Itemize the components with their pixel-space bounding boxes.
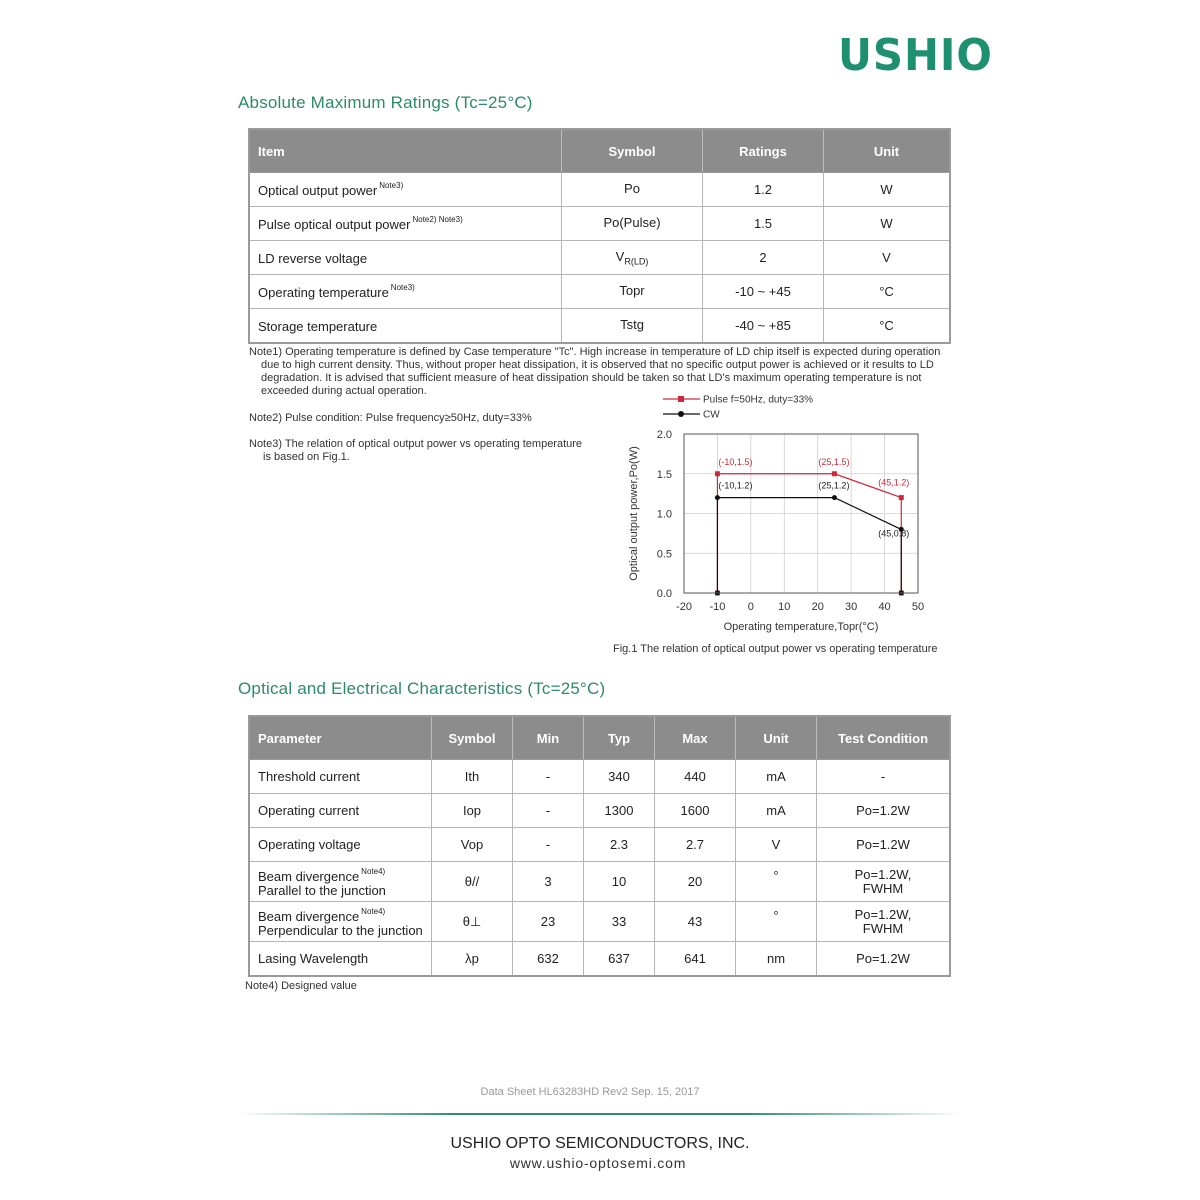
pulse-series-line [717, 474, 901, 593]
cell-unit: V [824, 241, 951, 275]
cell-parameter [249, 828, 432, 862]
header-test-condition: Test Condition [817, 716, 951, 760]
item-text: Pulse optical output power [258, 217, 411, 232]
cell-max: 20 [655, 862, 736, 902]
legend-marker [678, 396, 684, 402]
pulse-data-point [715, 471, 720, 476]
header-min: Min [513, 716, 584, 760]
parameter-note: Note4) [361, 907, 386, 916]
condition-text: Po=1.2W [856, 837, 910, 852]
parameter-text: Beam divergence [258, 909, 360, 924]
header-symbol: Symbol [432, 716, 513, 760]
cell-min: - [513, 760, 584, 794]
cell-typ: 33 [584, 902, 655, 942]
cell-max: 1600 [655, 794, 736, 828]
item-text: Optical output power [258, 183, 378, 198]
table-row [249, 902, 950, 942]
cell-test-condition [817, 942, 951, 977]
header-ratings: Ratings [703, 129, 824, 173]
cell-unit: mA [736, 794, 817, 828]
cell-max: 2.7 [655, 828, 736, 862]
absolute-maximum-ratings-title: Absolute Maximum Ratings (Tc=25°C) [238, 93, 533, 112]
table-row [249, 275, 950, 309]
symbol-text: Tstg [620, 316, 644, 332]
x-tick-label: 20 [811, 601, 824, 613]
cell-rating: -40 ~ +85 [703, 309, 824, 344]
table-row [249, 828, 950, 862]
cell-unit: W [824, 207, 951, 241]
condition-text: Po=1.2W [856, 951, 910, 966]
pulse-data-point [832, 471, 837, 476]
cell-unit: V [736, 828, 817, 862]
parameter-text: Threshold current [258, 769, 360, 784]
footer-divider [238, 1113, 962, 1115]
item-text: Operating temperature [258, 285, 389, 300]
cell-typ: 10 [584, 862, 655, 902]
cell-symbol [562, 309, 703, 344]
x-tick-label: -20 [676, 601, 692, 613]
x-tick-label: 0 [747, 601, 754, 613]
table-row [249, 173, 950, 207]
cell-symbol [562, 207, 703, 241]
cell-typ: 2.3 [584, 828, 655, 862]
cell-max: 641 [655, 942, 736, 977]
cell-typ: 637 [584, 942, 655, 977]
header-max: Max [655, 716, 736, 760]
cell-test-condition [817, 862, 951, 902]
cell-symbol: λp [432, 942, 513, 977]
condition-text: Po=1.2W, [854, 906, 912, 922]
cw-data-point [832, 495, 837, 500]
data-label: (45,1.2) [878, 477, 910, 488]
data-label: (-10,1.2) [718, 480, 753, 491]
header-unit: Unit [824, 129, 951, 173]
table-header-row [249, 129, 950, 173]
cell-min: 632 [513, 942, 584, 977]
table-row [249, 241, 950, 275]
x-tick-label: 10 [778, 601, 791, 613]
item-text: LD reverse voltage [258, 251, 368, 266]
parameter-text: Lasing Wavelength [258, 951, 369, 966]
symbol-text: Po(Pulse) [603, 214, 661, 230]
figure-caption: Fig.1 The relation of optical output power vs operating temperature [613, 643, 938, 655]
item-text: Storage temperature [258, 319, 378, 334]
y-tick-label: 2.0 [656, 429, 672, 441]
header-unit: Unit [736, 716, 817, 760]
symbol-text: Po [624, 180, 640, 196]
parameter-text: Operating current [258, 803, 360, 818]
y-axis-label: Optical output power,Po(W) [628, 446, 640, 581]
data-label: (25,1.5) [818, 456, 850, 467]
y-tick-label: 0.5 [656, 548, 672, 561]
cell-typ: 1300 [584, 794, 655, 828]
cell-unit: °C [824, 275, 951, 309]
cell-symbol: Iop [432, 794, 513, 828]
company-name: USHIO OPTO SEMICONDUCTORS, INC. [450, 1135, 750, 1152]
absolute-maximum-ratings-table [248, 128, 951, 344]
y-tick-label: 0.0 [656, 588, 672, 600]
note1-line: due to high current density. Thus, without proper heat dissipation, it is observed that no specific output power is achieved or it results to LD [261, 359, 934, 371]
x-tick-label: -10 [709, 601, 726, 613]
data-label: (-10,1.5) [718, 456, 753, 467]
note4: Note4) Designed value [245, 980, 357, 992]
header-item: Item [249, 129, 562, 173]
cell-min: 23 [513, 902, 584, 942]
optical-electrical-table [248, 715, 951, 977]
cell-parameter [249, 942, 432, 977]
cell-parameter [249, 862, 432, 902]
note1-line: degradation. It is advised that sufficient measure of heat dissipation should be taken so that LD's maximum operating temperature is not [261, 372, 922, 384]
cell-test-condition [817, 902, 951, 942]
pulse-data-point [899, 495, 904, 500]
condition-text: - [880, 769, 886, 784]
cell-symbol [562, 241, 703, 275]
cell-item [249, 207, 562, 241]
data-label: (25,1.2) [818, 480, 850, 491]
note3 [249, 438, 582, 464]
legend-entry: Pulse f=50Hz, duty=33% [703, 394, 814, 406]
cell-item [249, 309, 562, 344]
cell-symbol: Ith [432, 760, 513, 794]
header-typ: Typ [584, 716, 655, 760]
condition-text: Po=1.2W [856, 803, 910, 818]
cell-item [249, 173, 562, 207]
table-row [249, 309, 950, 344]
parameter-note: Note4) [361, 867, 386, 876]
item-note: Note3) [379, 181, 404, 190]
cell-test-condition [817, 794, 951, 828]
cell-symbol [562, 275, 703, 309]
optical-electrical-title: Optical and Electrical Characteristics (Tc=25°C) [238, 679, 606, 698]
cell-min: - [513, 828, 584, 862]
cell-max: 43 [655, 902, 736, 942]
x-tick-label: 30 [845, 601, 858, 613]
table-row [249, 760, 950, 794]
y-tick-label: 1.5 [656, 468, 672, 481]
cw-data-point [715, 495, 720, 500]
company-url[interactable]: www.ushio-optosemi.com [509, 1155, 687, 1171]
cell-rating: 1.5 [703, 207, 824, 241]
data-label: (45,0.8) [878, 528, 910, 539]
note3-line: is based on Fig.1. [263, 451, 350, 463]
table-row [249, 942, 950, 977]
cell-symbol: θ⊥ [432, 902, 513, 942]
parameter-text-line2: Parallel to the junction [258, 883, 386, 898]
x-tick-label: 50 [911, 601, 925, 613]
table-row [249, 207, 950, 241]
cell-rating: -10 ~ +45 [703, 275, 824, 309]
table-header-row [249, 716, 950, 760]
cell-test-condition [817, 760, 951, 794]
symbol-subscript: R(LD) [624, 256, 649, 267]
parameter-text-line2: Perpendicular to the junction [258, 923, 423, 938]
cell-unit: W [824, 173, 951, 207]
parameter-text: Operating voltage [258, 837, 361, 852]
note3-line: Note3) The relation of optical output power vs operating temperature [249, 438, 583, 450]
note1-line: Note1) Operating temperature is defined by Case temperature "Tc". High increase in temperature of LD chip itself is expected during operation [249, 346, 941, 358]
condition-text: Po=1.2W, [854, 866, 912, 882]
parameter-text: Beam divergence [258, 869, 360, 884]
cell-unit: °C [824, 309, 951, 344]
header-symbol: Symbol [562, 129, 703, 173]
ushio-logo: USHIO [838, 30, 993, 81]
cell-parameter [249, 760, 432, 794]
cell-symbol: θ// [432, 862, 513, 902]
symbol-text: Topr [619, 282, 645, 298]
table-row [249, 794, 950, 828]
item-note: Note2) Note3) [412, 215, 463, 224]
y-tick-label: 1.0 [656, 508, 672, 521]
item-note: Note3) [390, 283, 415, 292]
cell-symbol: Vop [432, 828, 513, 862]
condition-text-line2: FWHM [862, 880, 904, 896]
x-tick-label: 40 [878, 601, 891, 613]
cell-parameter [249, 794, 432, 828]
note1-line: exceeded during actual operation. [261, 385, 427, 397]
cell-unit: mA [736, 760, 817, 794]
cell-max: 440 [655, 760, 736, 794]
cell-min: 3 [513, 862, 584, 902]
x-axis-label: Operating temperature,Topr(°C) [723, 621, 879, 633]
cell-symbol [562, 173, 703, 207]
cell-test-condition [817, 828, 951, 862]
note2: Note2) Pulse condition: Pulse frequency≥50Hz, duty=33% [249, 412, 532, 424]
legend-marker [678, 411, 684, 417]
cw-series-line [717, 498, 901, 593]
cell-typ: 340 [584, 760, 655, 794]
cell-parameter [249, 902, 432, 942]
power-vs-temperature-chart [600, 388, 970, 663]
datasheet-revision: Data Sheet HL63283HD Rev2 Sep. 15, 2017 [480, 1086, 700, 1098]
table-row [249, 862, 950, 902]
cell-rating: 1.2 [703, 173, 824, 207]
cell-rating: 2 [703, 241, 824, 275]
cell-unit: nm [736, 942, 817, 977]
cell-unit: ° [736, 862, 817, 902]
header-parameter: Parameter [249, 716, 432, 760]
legend-entry: CW [703, 409, 720, 421]
cell-unit: ° [736, 902, 817, 942]
cell-item [249, 241, 562, 275]
symbol-text: V [615, 248, 625, 264]
condition-text-line2: FWHM [862, 920, 904, 936]
cell-min: - [513, 794, 584, 828]
cell-item [249, 275, 562, 309]
